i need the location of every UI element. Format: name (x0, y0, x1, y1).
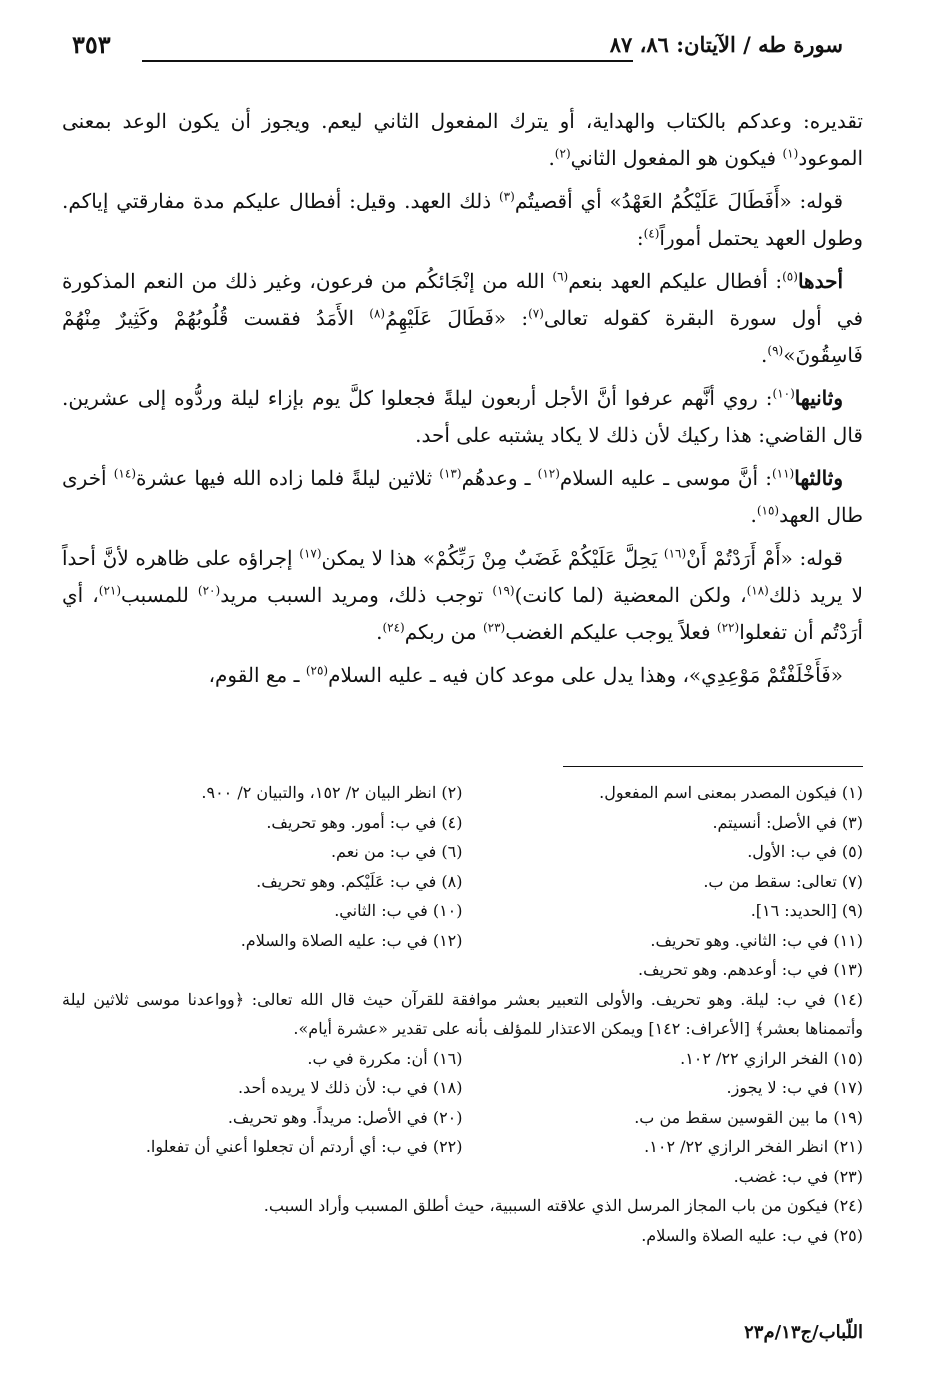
footnote: (٩) [الحديد: ١٦]. (750, 901, 863, 920)
footnote: (٢٠) في الأصل: مريداً. وهو تحريف. (227, 1107, 463, 1127)
footnote: (٢٢) في ب: أي أردتم أن تجعلوا أعني أن تفعلوا. (145, 1137, 463, 1156)
page-header (72, 28, 843, 68)
paragraph: أحدها$^{(٥)}$: أفطال عليكم العهد بنعم$^{(٦)}$ الله من إنْجَائكُم من فرعون، وغير ذلك من النعم المذكورة في أول سورة البقرة كقوله تعالى$^{(٧)}$: «فَطَالَ عَلَيْهِمُ$^{(٨)}$ الأَمَدُ فقست قُلُوبُهُمْ وكَثِيرٌ مِنْهُمْ فَاسِقُونَ»$^{(٩)}$. (62, 269, 864, 367)
footnote-row (62, 1044, 863, 1074)
footnote: (١٦) أن: مكررة في ب. (307, 1048, 463, 1068)
footnote: (١٥) الفخر الرازي ٢٢/ ١٠٢. (680, 1048, 863, 1068)
paragraph: وثانيها$^{(١٠)}$: روي أنَّهم عرفوا أنَّ الأجل أربعون ليلةً فجعلوا كلَّ يوم بإزاء ليلة وردُّوه إلى عشرين. قال القاضي: هذا ركيك لأن ذلك لا يكاد يشتبه على أحد. (62, 386, 863, 447)
paragraph: «فَأَخْلَفْتُمْ مَوْعِدِي»، وهذا يدل على موعد كان فيه ـ عليه السلام$^{(٢٥)}$ ـ مع القوم، (208, 663, 843, 687)
footnote-row (62, 837, 863, 867)
footnote: (١٣) في ب: أوعدهم. وهو تحريف. (638, 960, 863, 979)
main-text (62, 103, 863, 700)
footnote-row (62, 896, 863, 926)
paragraph: وثالثها$^{(١١)}$: أنَّ موسى ـ عليه السلام$^{(١٢)}$ ـ وعدهُم$^{(١٣)}$ ثلاثين ليلةً فلما زاده الله فيها عشرة$^{(١٤)}$ أخرى طال العهد$^{(١٥)}$. (62, 466, 863, 527)
signature-mark: اللّباب/ج١٣/م٢٣ (744, 1322, 863, 1343)
paragraph: قوله: «أَفَطَالَ عَلَيْكُمُ العَهْدُ» أي أقصيتُم$^{(٣)}$ ذلك العهد. وقيل: أفطال عليكم مدة مفارقتي إياكم. وطول العهد يحتمل أموراً$^{(٤)}$: (62, 189, 863, 250)
footnote: (٣) في الأصل: أنسيتم. (712, 812, 863, 832)
paragraph: قوله: «أَمْ أَرَدْتُمْ أَنْ$^{(١٦)}$ يَحِلَّ عَلَيْكُمْ غَضَبٌ مِنْ رَبِّكُمْ» هذا لا يمكن$^{(١٧)}$ إجراؤه على ظاهره لأنَّ أحداً لا يريد ذلك$^{(١٨)}$، ولكن المعضية (لما كانت)$^{(١٩)}$ توجب ذلك، ومريد السبب مريد$^{(٢٠)}$ للمسبب$^{(٢١)}$، أي أرَدْتُم أن تفعلوا$^{(٢٢)}$ فعلاً يوجب عليكم الغضب$^{(٢٣)}$ من ربكم$^{(٢٤)}$. (62, 546, 863, 644)
footnote-divider (563, 766, 863, 767)
footnote-row (62, 926, 863, 956)
footnote: (١٤) في ب: ليلة. وهو تحريف. والأولى التعبير بعشر موافقة للقرآن حيث قال الله تعالى: ﴿وواعدنا موسى ثلاثين ليلة وأتممناها بعشر﴾ [الأعراف: ١٤٢] ويمكن الاعتذار للمؤلف بأنه على تقدير «عشرة أيام». (62, 989, 863, 1038)
footnote: (١) فيكون المصدر بمعنى اسم المفعول. (599, 783, 863, 802)
footnotes (62, 778, 863, 1250)
footnote: (١١) في ب: الثاني. وهو تحريف. (650, 930, 863, 950)
footnote-row (62, 1132, 863, 1162)
footnote: (١٢) في ب: عليه الصلاة والسلام. (240, 930, 463, 950)
footnote: (٢٤) فيكون من باب المجاز المرسل الذي علاقته السببية، حيث أطلق المسبب وأراد السبب. (263, 1196, 863, 1215)
footnote: (٢١) انظر الفخر الرازي ٢٢/ ١٠٢. (644, 1137, 863, 1156)
footnote-row (62, 808, 863, 838)
paragraph: تقديره: وعدكم بالكتاب والهداية، أو يترك المفعول الثاني ليعم. ويجوز أن يكون الوعد بمعنى الموعود$^{(١)}$ فيكون هو المفعول الثاني$^{(٢)}$. (62, 109, 863, 170)
page-number: ٣٥٣ (72, 30, 111, 59)
footnote: (١٧) في ب: لا يجوز. (726, 1078, 863, 1097)
footnote: (٤) في ب: أمور. وهو تحريف. (266, 812, 463, 832)
footnote-row (62, 1073, 863, 1103)
footnote-row (62, 1103, 863, 1133)
footnote: (١٠) في ب: الثاني. (334, 901, 463, 920)
footnote: (١٨) في ب: لأن ذلك لا يريده أحد. (237, 1078, 463, 1097)
footnote: (١٩) ما بين القوسين سقط من ب. (634, 1107, 863, 1127)
footnote-row (62, 778, 863, 808)
header-rule (142, 60, 633, 62)
footnote: (٨) في ب: عَلَيْكم. وهو تحريف. (256, 871, 463, 891)
footnote: (٥) في ب: الأول. (747, 842, 863, 861)
footnote: (٧) تعالى: سقط من ب. (703, 871, 863, 891)
footnote: (٢٥) في ب: عليه الصلاة والسلام. (641, 1225, 863, 1245)
surah-title: سورة طه / الآيتان: ٨٦، ٨٧ (609, 32, 843, 57)
footnote: (٦) في ب: من نعم. (330, 842, 463, 861)
footnote: (٢) انظر البيان ٢/ ١٥٢، والتبيان ٢/ ٩٠٠. (201, 783, 463, 802)
footnote: (٢٣) في ب: غضب. (733, 1166, 863, 1186)
footnote-row (62, 867, 863, 897)
